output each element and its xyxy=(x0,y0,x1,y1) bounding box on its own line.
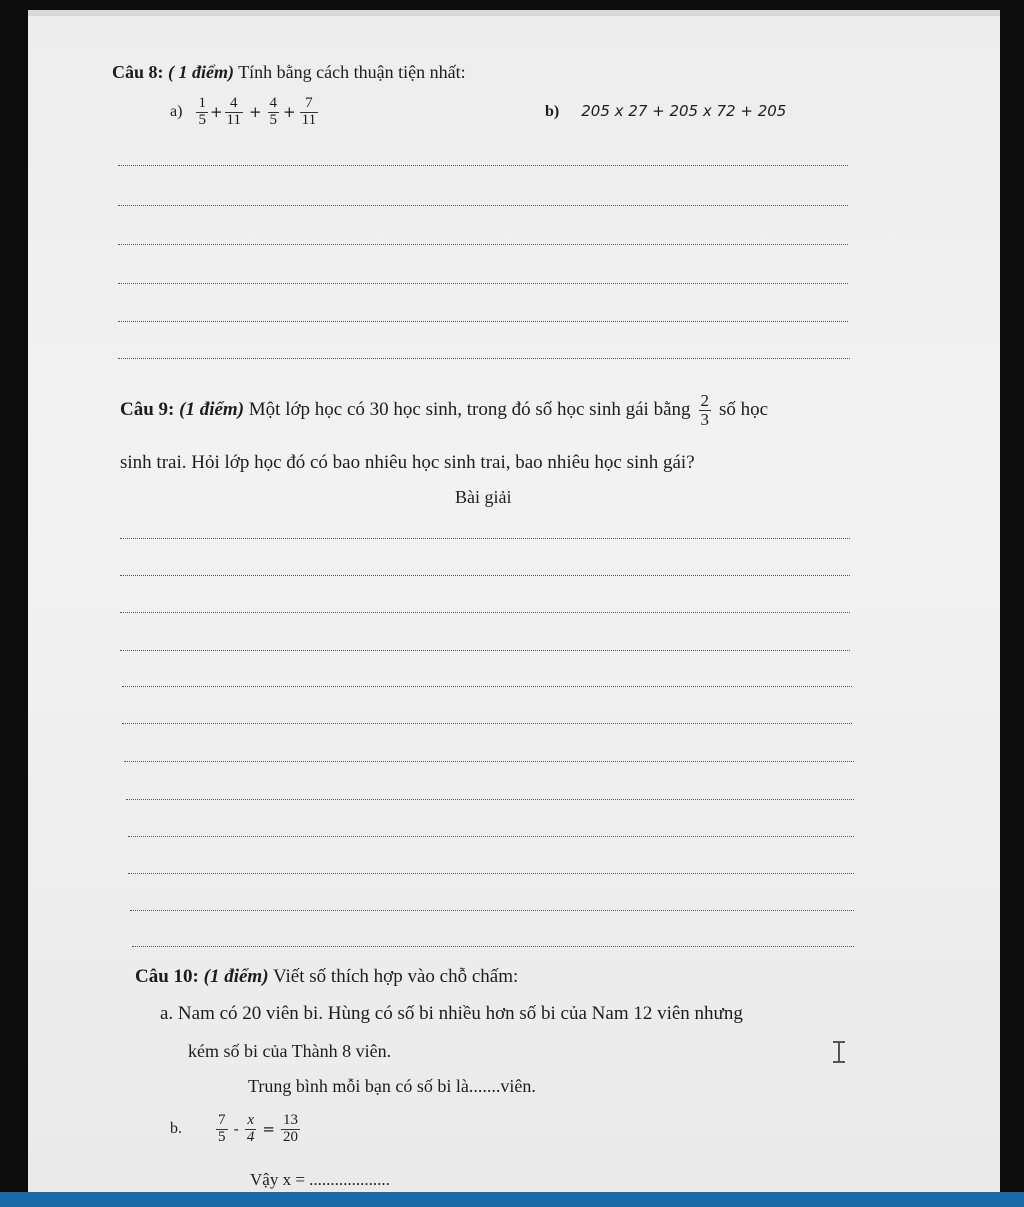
answer-line xyxy=(120,538,850,539)
q10b-frac-2: $\frac{x}{4}$ xyxy=(246,1112,255,1145)
q9-solution-heading: Bài giải xyxy=(455,487,512,507)
minus-sign: - xyxy=(233,1120,239,1139)
q8b-label: b) xyxy=(545,103,560,120)
q10-label: Câu 10: xyxy=(135,966,199,987)
q8-points: ( 1 điểm) xyxy=(168,62,234,82)
q8a-expression xyxy=(170,96,320,129)
answer-line xyxy=(122,686,852,687)
screen-taskbar-edge xyxy=(0,1192,1024,1207)
q9-label: Câu 9: xyxy=(120,399,175,421)
q10a-line-2: kém số bi của Thành 8 viên. xyxy=(188,1041,392,1061)
page-top-edge xyxy=(28,10,1000,16)
plus-sign: + xyxy=(283,103,296,122)
answer-line xyxy=(132,946,854,947)
q10b-equation xyxy=(170,1113,302,1146)
answer-line xyxy=(120,650,850,651)
q10a-line-1: a. Nam có 20 viên bi. Hùng có số bi nhiều hơn số bi của Nam 12 viên nhưng xyxy=(160,1003,743,1024)
q9-points: (1 điểm) xyxy=(179,399,245,421)
answer-line xyxy=(118,321,848,322)
answer-line xyxy=(124,761,854,762)
q9-fraction: $\frac{2}{3}$ xyxy=(700,391,710,429)
q10b-frac-1: $\frac{7}{5}$ xyxy=(218,1112,226,1145)
q8a-frac-1: $\frac{1}{5}$ xyxy=(198,95,206,128)
text-cursor-icon xyxy=(838,1041,840,1063)
q8b-expression xyxy=(545,102,786,121)
q10-title xyxy=(135,966,518,988)
q10b-answer: Vậy x = ................... xyxy=(250,1170,390,1189)
answer-line xyxy=(120,612,850,613)
q8a-frac-2: $\frac{4}{11}$ xyxy=(226,95,241,128)
q10b-label: b. xyxy=(170,1120,182,1138)
q8-title xyxy=(112,62,466,83)
equals-sign: = xyxy=(262,1120,275,1139)
plus-sign: + xyxy=(209,103,223,122)
q10-instruction: Viết số thích hợp vào chỗ chấm: xyxy=(272,966,519,987)
q8a-frac-3: $\frac{4}{5}$ xyxy=(269,95,278,128)
answer-line xyxy=(130,910,854,911)
q10-points: (1 điểm) xyxy=(203,966,269,987)
q9-text-1-end: số học xyxy=(719,399,769,421)
q10b-frac-3: $\frac{13}{20}$ xyxy=(283,1112,298,1145)
answer-line xyxy=(128,836,854,837)
q9-text-2: sinh trai. Hỏi lớp học đó có bao nhiêu học sinh trai, bao nhiêu học sinh gái? xyxy=(120,452,695,473)
q10a-line-3: Trung bình mỗi bạn có số bi là.......viên. xyxy=(248,1076,536,1096)
q8a-frac-4: $\frac{7}{11}$ xyxy=(301,95,317,128)
answer-line xyxy=(118,165,848,166)
q9-line-1 xyxy=(120,392,768,429)
q8b-formula: 205 x 27 + 205 x 72 + 205 xyxy=(581,102,787,120)
answer-line xyxy=(122,723,852,724)
answer-line xyxy=(126,799,854,800)
answer-line xyxy=(118,244,848,245)
q9-text-1: Một lớp học có 30 học sinh, trong đó số học sinh gái bằng xyxy=(248,399,691,421)
answer-line xyxy=(128,873,854,874)
answer-line xyxy=(118,283,848,284)
answer-line xyxy=(118,358,850,359)
answer-line xyxy=(120,575,850,576)
plus-sign: + xyxy=(248,103,262,122)
answer-line xyxy=(118,205,848,206)
q8a-label: a) xyxy=(170,103,183,121)
q8-label: Câu 8: xyxy=(112,62,164,82)
q8-instruction: Tính bằng cách thuận tiện nhất: xyxy=(238,62,466,82)
